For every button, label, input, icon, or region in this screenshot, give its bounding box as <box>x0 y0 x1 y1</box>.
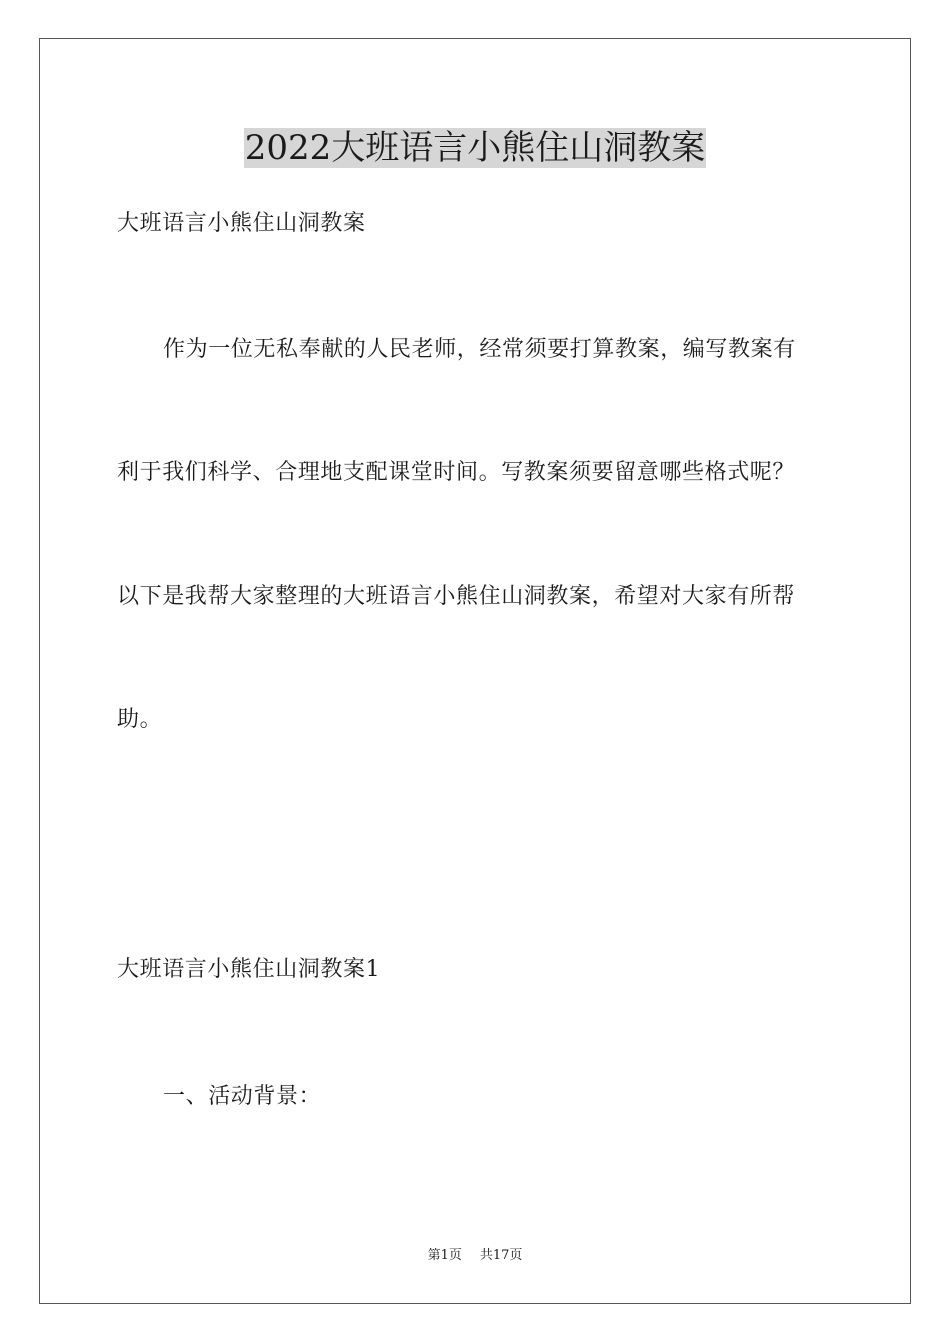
intro-line-2: 利于我们科学、合理地支配课堂时间。写教案须要留意哪些格式呢？ <box>117 460 796 485</box>
document-subtitle: 大班语言小熊住山洞教案 <box>117 211 366 236</box>
page-footer <box>0 1247 950 1265</box>
intro-line-4: 助。 <box>117 707 163 732</box>
page-number: 第1页 <box>427 1248 462 1263</box>
section-heading: 大班语言小熊住山洞教案1 <box>117 957 381 982</box>
page-total: 共17页 <box>479 1248 523 1263</box>
document-title: 2022大班语言小熊住山洞教案 <box>244 128 706 168</box>
item-heading: 一、活动背景： <box>163 1084 322 1109</box>
intro-line-3: 以下是我帮大家整理的大班语言小熊住山洞教案，希望对大家有所帮 <box>117 584 796 609</box>
intro-line-1: 作为一位无私奉献的人民老师，经常须要打算教案，编写教案有 <box>163 337 796 362</box>
